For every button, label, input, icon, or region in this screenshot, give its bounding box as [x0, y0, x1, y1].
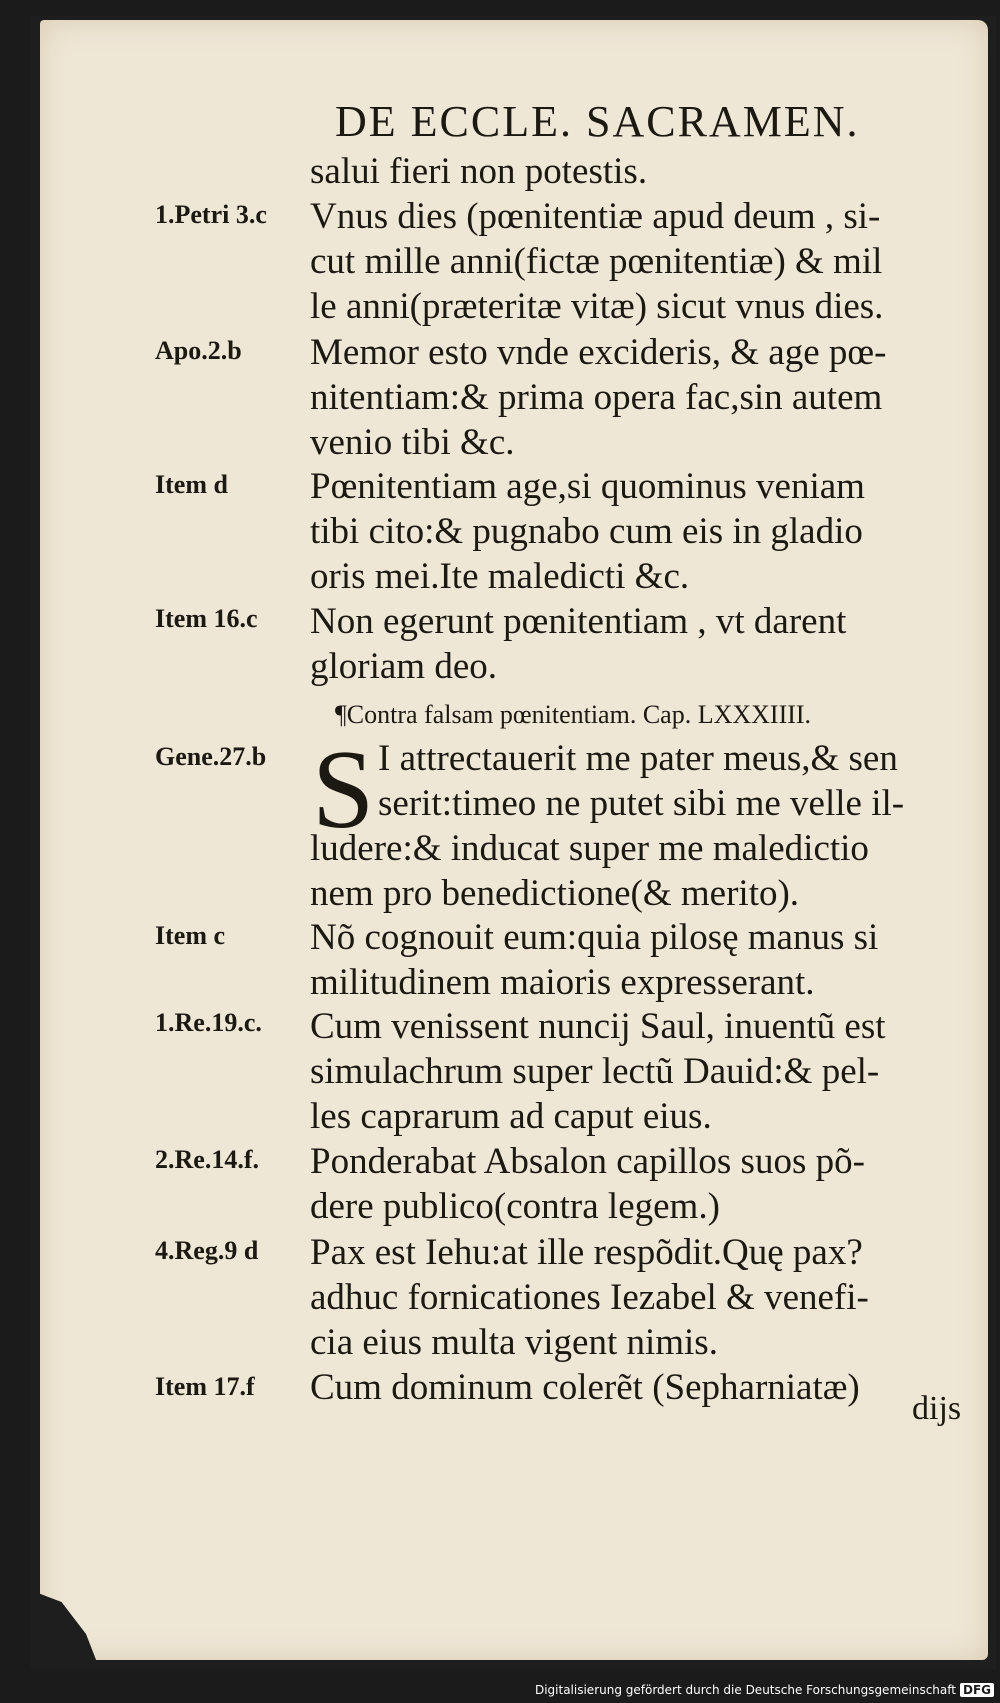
text-line: gloriam deo.	[310, 646, 498, 687]
catchword: dijs	[912, 1390, 962, 1427]
running-header: DE ECCLE. SACRAMEN.	[335, 97, 860, 146]
margin-note: Item 17.f	[155, 1372, 255, 1401]
text-line: Non egerunt pœnitentiam , vt darent	[310, 601, 847, 642]
text-line: dere publico(contra legem.)	[310, 1186, 720, 1227]
text-line: simulachrum super lectũ Dauid:& pel-	[310, 1051, 880, 1092]
text-line: Cum dominum colerẽt (Sepharniatæ)	[310, 1367, 860, 1408]
margin-note: Item d	[155, 470, 228, 499]
text-line: serit:timeo ne putet sibi me velle il-	[378, 783, 905, 824]
margin-note: 1.Petri 3.c	[155, 200, 267, 229]
text-line: tibi cito:& pugnabo cum eis in gladio	[310, 511, 863, 552]
margin-note: 4.Reg.9 d	[155, 1236, 259, 1265]
text-line: Cum venissent nuncij Saul, inuentũ est	[310, 1006, 886, 1047]
chapter-heading: ¶Contra falsam pœnitentiam. Cap. LXXXIIII.	[335, 700, 812, 729]
dfg-logo: DFG	[960, 1683, 994, 1697]
text-line: venio tibi &c.	[310, 422, 515, 463]
text-line: militudinem maioris expresserant.	[310, 962, 815, 1003]
margin-note: Apo.2.b	[155, 336, 242, 365]
margin-note: Item c	[155, 921, 226, 950]
text-line: Ponderabat Absalon capillos suos põ-	[310, 1141, 865, 1182]
text-line: Nõ cognouit eum:quia pilosę manus si	[310, 917, 879, 958]
funding-footer	[535, 1683, 994, 1697]
text-line: Vnus dies (pœnitentiæ apud deum , si-	[310, 196, 881, 237]
text-line: nitentiam:& prima opera fac,sin autem	[310, 377, 883, 418]
footer-text: Digitalisierung gefördert durch die Deutsche Forschungsgemeinschaft	[534, 1683, 956, 1697]
text-line: Memor esto vnde excideris, & age pœ-	[310, 332, 887, 373]
text-line: nem pro benedictione(& merito).	[310, 873, 800, 914]
margin-note: Item 16.c	[155, 604, 258, 633]
text-line: I attrectauerit me pater meus,& sen	[378, 738, 898, 779]
text-line: les caprarum ad caput eius.	[310, 1096, 712, 1137]
text-line: cut mille anni(fictæ pœnitentiæ) & mil	[310, 241, 883, 282]
text-line: Pax est Iehu:at ille respõdit.Quę pax?	[310, 1232, 863, 1273]
text-line: oris mei.Ite maledicti &c.	[310, 556, 690, 597]
margin-note: 2.Re.14.f.	[155, 1145, 259, 1174]
text-line: le anni(præteritæ vitæ) sicut vnus dies.	[310, 286, 884, 327]
text-line: cia eius multa vigent nimis.	[310, 1322, 718, 1363]
margin-note: 1.Re.19.c.	[155, 1008, 262, 1037]
text-line: adhuc fornicationes Iezabel & venefi-	[310, 1277, 869, 1318]
text-line: salui fieri non potestis.	[310, 151, 648, 192]
drop-cap: S	[312, 728, 375, 852]
margin-note: Gene.27.b	[155, 742, 267, 771]
text-line: Pœnitentiam age,si quominus veniam	[310, 466, 865, 507]
text-line: ludere:& inducat super me maledictio	[310, 828, 869, 869]
